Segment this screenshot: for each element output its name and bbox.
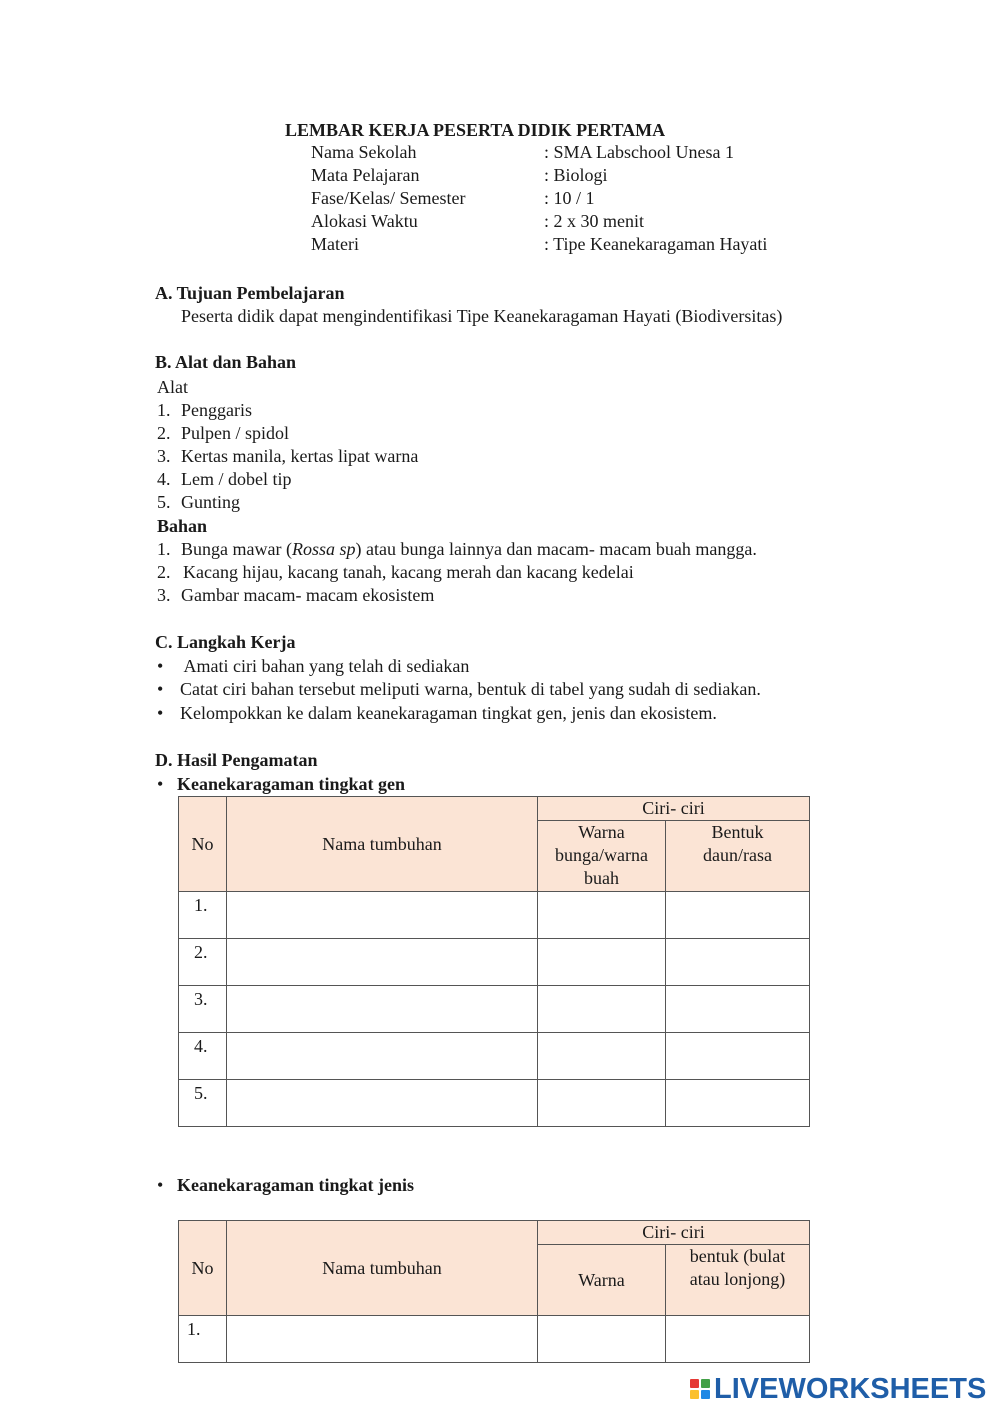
- logo-text: LIVEWORKSHEETS: [714, 1372, 987, 1405]
- bullet-icon: •: [157, 656, 164, 676]
- meta-label: Mata Pelajaran: [311, 165, 420, 185]
- step-text: Catat ciri bahan tersebut meliputi warna, bentuk di tabel yang sudah di sediakan.: [180, 679, 761, 699]
- cell-nama[interactable]: [227, 1033, 538, 1080]
- table-label-text: Keanekaragaman tingkat jenis: [177, 1175, 415, 1195]
- liveworksheets-logo: [690, 1373, 986, 1405]
- step-text: Kelompokkan ke dalam keanekaragaman tingkat gen, jenis dan ekosistem.: [180, 703, 717, 723]
- table-jenis: [178, 1220, 810, 1363]
- meta-value: : SMA Labschool Unesa 1: [544, 142, 734, 162]
- logo-grid-icon: [690, 1379, 710, 1399]
- col-header-nama: Nama tumbuhan: [227, 1221, 538, 1316]
- cell-nama[interactable]: [227, 1316, 538, 1363]
- col-header-no: No: [179, 1221, 227, 1316]
- table-row: [179, 1316, 810, 1363]
- section-c-heading: C. Langkah Kerja: [155, 632, 296, 652]
- meta-label: Alokasi Waktu: [311, 211, 418, 231]
- bullet-icon: •: [157, 703, 164, 723]
- col-header-bentuk: Bentuk daun/rasa: [666, 821, 810, 892]
- cell-warna[interactable]: [538, 1080, 666, 1127]
- cell-bentuk[interactable]: [666, 892, 810, 939]
- cell-nama[interactable]: [227, 986, 538, 1033]
- table-row: [179, 1080, 810, 1127]
- col-header-ciri: Ciri- ciri: [538, 1221, 810, 1245]
- list-number: 2.: [157, 423, 171, 443]
- list-number: 4.: [157, 469, 171, 489]
- list-number: 1.: [157, 539, 171, 559]
- table-row: [179, 892, 810, 939]
- cell-bentuk[interactable]: [666, 986, 810, 1033]
- meta-row-school: [311, 142, 831, 165]
- meta-value: : Biologi: [544, 165, 608, 185]
- row-number: 1.: [179, 1316, 227, 1363]
- table-row: [179, 1033, 810, 1080]
- bullet-icon: •: [157, 1175, 164, 1195]
- species-name: Rossa sp: [291, 539, 356, 559]
- cell-bentuk[interactable]: [666, 939, 810, 986]
- list-number: 3.: [157, 446, 171, 466]
- list-text: Kacang hijau, kacang tanah, kacang merah dan kacang kedelai: [183, 562, 634, 582]
- meta-label: Materi: [311, 234, 359, 254]
- section-d-heading: D. Hasil Pengamatan: [155, 750, 318, 770]
- meta-value: : 10 / 1: [544, 188, 595, 208]
- list-number: 1.: [157, 400, 171, 420]
- bullet-icon: •: [157, 679, 164, 699]
- cell-warna[interactable]: [538, 892, 666, 939]
- row-number: 1.: [179, 892, 227, 939]
- alat-label: Alat: [157, 377, 188, 397]
- list-text: Gambar macam- macam ekosistem: [181, 585, 435, 605]
- meta-label: Fase/Kelas/ Semester: [311, 188, 466, 208]
- meta-label: Nama Sekolah: [311, 142, 417, 162]
- list-number: 3.: [157, 585, 171, 605]
- list-number: 5.: [157, 492, 171, 512]
- cell-warna[interactable]: [538, 1316, 666, 1363]
- list-text: Pulpen / spidol: [181, 423, 290, 443]
- section-b-heading: B. Alat dan Bahan: [155, 352, 297, 372]
- list-text: Penggaris: [181, 400, 252, 420]
- meta-value: : 2 x 30 menit: [544, 211, 644, 231]
- step-text: Amati ciri bahan yang telah di sediakan: [180, 656, 470, 676]
- meta-row-phase: [311, 188, 831, 211]
- cell-nama[interactable]: [227, 939, 538, 986]
- list-text: Bunga mawar (Rossa sp) atau bunga lainnya dan macam- macam buah mangga.: [181, 539, 757, 559]
- list-number: 2.: [157, 562, 171, 582]
- row-number: 4.: [179, 1033, 227, 1080]
- table-row: [179, 986, 810, 1033]
- table-label-text: Keanekaragaman tingkat gen: [177, 774, 406, 794]
- col-header-ciri: Ciri- ciri: [538, 797, 810, 821]
- table-gen: [178, 796, 810, 1127]
- cell-bentuk[interactable]: [666, 1033, 810, 1080]
- list-text: Lem / dobel tip: [181, 469, 292, 489]
- meta-row-subject: [311, 165, 831, 188]
- cell-warna[interactable]: [538, 1033, 666, 1080]
- col-header-warna: Warna: [538, 1245, 666, 1316]
- cell-warna[interactable]: [538, 986, 666, 1033]
- col-header-warna: Warna bunga/warna buah: [538, 821, 666, 892]
- meta-row-time: [311, 211, 831, 234]
- row-number: 2.: [179, 939, 227, 986]
- section-a-heading: A. Tujuan Pembelajaran: [155, 283, 345, 303]
- meta-row-material: [311, 234, 831, 257]
- bullet-icon: •: [157, 774, 164, 794]
- list-text: Kertas manila, kertas lipat warna: [181, 446, 419, 466]
- list-text: Gunting: [181, 492, 241, 512]
- section-a-text: Peserta didik dapat mengindentifikasi Tipe Keanekaragaman Hayati (Biodiversitas): [181, 306, 783, 326]
- cell-nama[interactable]: [227, 1080, 538, 1127]
- page-title: LEMBAR KERJA PESERTA DIDIK PERTAMA: [285, 120, 666, 140]
- col-header-bentuk: bentuk (bulat atau lonjong): [666, 1245, 810, 1316]
- cell-nama[interactable]: [227, 892, 538, 939]
- table-row: [179, 939, 810, 986]
- cell-bentuk[interactable]: [666, 1080, 810, 1127]
- row-number: 3.: [179, 986, 227, 1033]
- meta-value: : Tipe Keanekaragaman Hayati: [544, 234, 768, 254]
- bahan-label: Bahan: [157, 516, 208, 536]
- cell-warna[interactable]: [538, 939, 666, 986]
- cell-bentuk[interactable]: [666, 1316, 810, 1363]
- col-header-nama: Nama tumbuhan: [227, 797, 538, 892]
- row-number: 5.: [179, 1080, 227, 1127]
- col-header-no: No: [179, 797, 227, 892]
